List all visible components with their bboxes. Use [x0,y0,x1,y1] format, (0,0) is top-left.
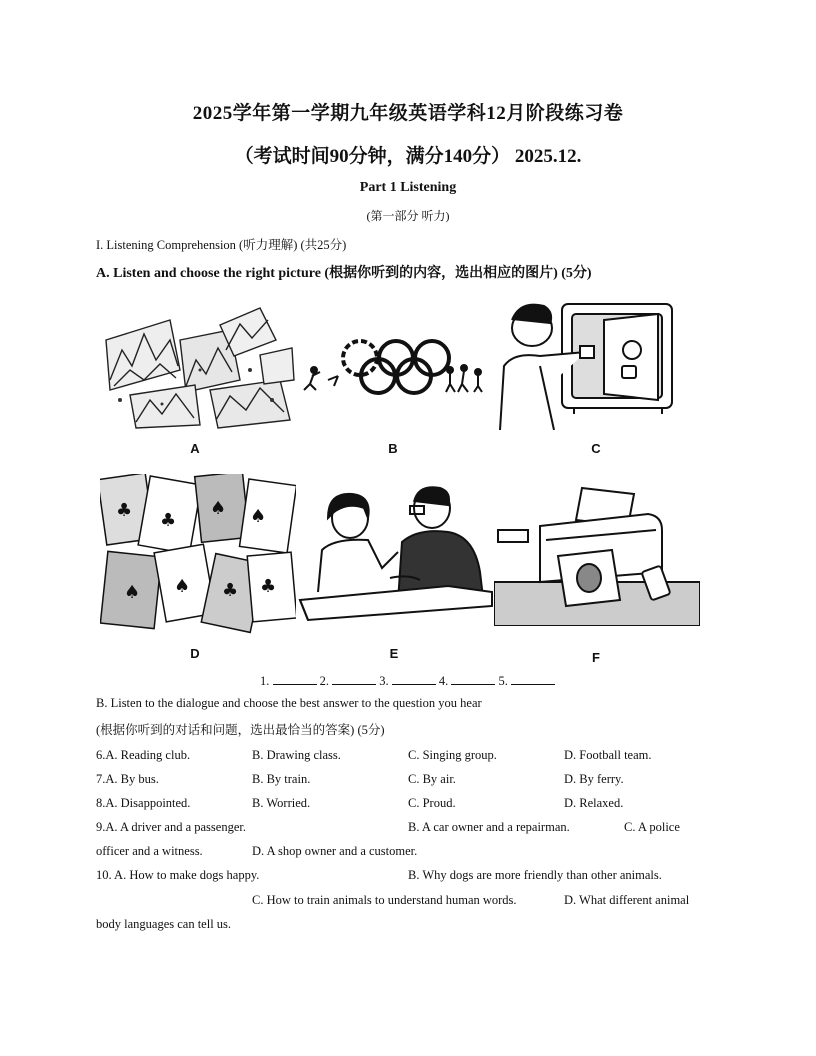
svg-text:♣: ♣ [160,510,177,531]
q8-option-d: D. Relaxed. [564,796,624,810]
blank-label-1: 1. [260,674,270,688]
svg-text:♣: ♣ [116,500,133,521]
picture-a-label: A [190,441,200,456]
olympic-rings-icon [298,300,494,434]
svg-text:♣: ♣ [260,576,277,597]
exam-subtitle: （考试时间90分钟，满分140分） 2025.12. [234,146,582,167]
q8-option-c: C. Proud. [408,796,456,810]
picture-f-label: F [592,650,600,665]
svg-text:♠: ♠ [250,506,267,527]
answer-blank-2[interactable] [332,672,376,685]
q8-option-a: 8.A. Disappointed. [96,796,191,810]
picture-b [298,300,494,434]
q7-option-d: D. By ferry. [564,772,624,786]
answer-blank-1[interactable] [273,672,317,685]
q7-option-a: 7.A. By bus. [96,772,159,786]
section-b-heading-cn: (根据你听到的对话和问题，选出最恰当的答案) (5分) [96,723,385,737]
blank-label-4: 4. [438,674,449,688]
playing-cards-icon [100,474,296,634]
answer-blank-5[interactable] [511,672,555,685]
picture-d-label: D [190,646,200,661]
blank-label-3: 3. [379,674,389,688]
picture-a [100,300,296,434]
answer-blank-4[interactable] [451,672,495,685]
svg-text:♣: ♣ [222,580,239,601]
picture-e [298,482,494,616]
svg-text:♠: ♠ [174,576,191,597]
q9-option-b: B. A car owner and a repairman. [408,820,570,834]
section-heading-listening: I. Listening Comprehension (听力理解) (共25分) [96,238,347,252]
picture-d [100,474,296,608]
q6-option-d: D. Football team. [564,748,652,762]
part-title: Part 1 Listening [359,180,457,195]
q7-option-b: B. By train. [252,772,311,786]
q7-option-c: C. By air. [408,772,456,786]
answer-blank-3[interactable] [392,672,436,685]
part-subtitle: (第一部分 听力) [366,209,450,223]
q6-option-b: B. Drawing class. [252,748,341,762]
svg-text:♠: ♠ [210,498,227,519]
mountains-map-icon [100,300,296,434]
picture-b-label: B [388,441,398,456]
blank-label-5: 5. [498,674,508,688]
safe-with-person-icon [494,296,690,430]
q6-option-a: 6.A. Reading club. [96,748,191,762]
q8-option-b: B. Worried. [252,796,311,810]
q6-option-c: C. Singing group. [408,748,497,762]
section-b-heading: B. Listen to the dialogue and choose the best answer to the question you hear [96,696,482,710]
q10-option-d: D. What different animal [564,893,690,907]
picture-f [494,486,690,620]
printer-photo-icon [494,486,700,626]
q10-option-a: 10. A. How to make dogs happy. [96,868,260,882]
answer-blanks [260,672,555,689]
two-people-talking-icon [298,482,494,624]
exam-title: 2025学年第一学期九年级英语学科12月阶段练习卷 [192,103,624,124]
picture-c-label: C [591,441,601,456]
svg-text:♠: ♠ [124,582,141,603]
q10-option-d-cont: body languages can tell us. [96,917,232,931]
q10-option-c: C. How to train animals to understand human words. [252,893,517,907]
picture-e-label: E [389,646,399,661]
q9-option-d: D. A shop owner and a customer. [252,844,418,858]
q9-option-c: C. A police [624,820,680,834]
q9-option-c-cont: officer and a witness. [96,844,203,858]
section-a-heading: A. Listen and choose the right picture (根据你听到的内容，选出相应的图片) (5分) [96,266,592,281]
picture-c [494,296,690,430]
q10-option-b: B. Why dogs are more friendly than other animals. [408,868,662,882]
blank-label-2: 2. [319,674,329,688]
q9-option-a: 9.A. A driver and a passenger. [96,820,246,834]
